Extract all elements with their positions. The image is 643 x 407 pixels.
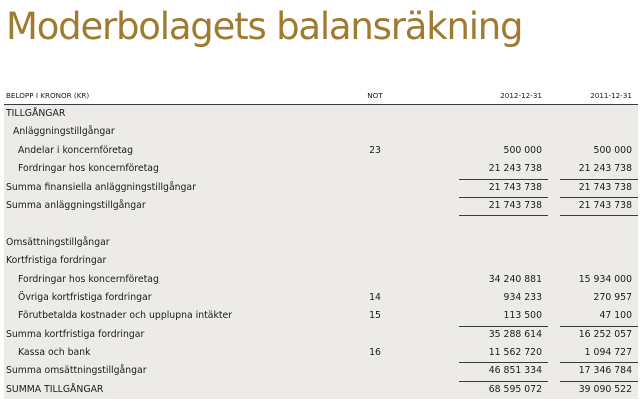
row-forutbetalda (4, 307, 638, 325)
row-spacer (4, 215, 638, 233)
row-label: Kassa och bank (18, 347, 91, 359)
row-label: Anläggningstillgångar (13, 126, 115, 138)
row-label: SUMMA TILLGÅNGAR (6, 383, 104, 395)
row-label: Förutbetalda kostnader och upplupna intäkter (18, 310, 233, 322)
row-value-2011: 17 346 784 (578, 365, 632, 377)
row-label: TILLGÅNGAR (6, 108, 66, 119)
row-note: 16 (369, 347, 381, 359)
table-header (4, 86, 638, 105)
row-value-2012: 934 233 (503, 291, 542, 303)
row-value-2011: 1 094 727 (584, 347, 632, 359)
row-andelar-koncernforetag (4, 142, 638, 160)
row-label: Övriga kortfristiga fordringar (18, 291, 152, 303)
row-label: Omsättningstillgångar (6, 236, 110, 248)
row-value-2012: 34 240 881 (488, 273, 542, 285)
row-value-2012: 21 243 738 (488, 163, 542, 175)
header-col-2011: 2011-12-31 (590, 91, 632, 100)
row-tillgangar (4, 105, 638, 123)
row-label: Summa finansiella anläggningstillgångar (6, 181, 196, 193)
row-label: Andelar i koncernföretag (18, 144, 134, 156)
row-value-2012: 11 562 720 (488, 347, 542, 359)
sum-rule (560, 215, 638, 216)
row-label: Summa kortfristiga fordringar (6, 328, 145, 340)
row-omsattningstillgangar (4, 234, 638, 252)
row-label: Kortfristiga fordringar (6, 255, 107, 267)
row-value-2012: 21 743 738 (488, 181, 542, 193)
row-summa-kortfristiga (4, 326, 638, 344)
row-ovriga-kortfristiga (4, 289, 638, 307)
row-label: Fordringar hos koncernföretag (18, 273, 159, 285)
row-kortfristiga-fordringar (4, 252, 638, 270)
row-note: 15 (369, 310, 381, 322)
row-label: Fordringar hos koncernföretag (18, 163, 159, 175)
header-label: BELOPP I KRONOR (KR) (6, 91, 90, 100)
row-value-2011: 500 000 (593, 144, 632, 156)
row-value-2012: 46 851 334 (488, 365, 542, 377)
row-kassa-bank (4, 344, 638, 362)
row-value-2011: 270 957 (593, 291, 632, 303)
row-value-2011: 39 090 522 (578, 383, 632, 395)
row-note: 23 (369, 144, 381, 156)
row-value-2012: 113 500 (503, 310, 542, 322)
header-note: NOT (367, 91, 383, 100)
row-value-2011: 21 743 738 (578, 199, 632, 211)
row-summa-finansiella (4, 179, 638, 197)
row-value-2011: 16 252 057 (578, 328, 632, 340)
row-summa-tillgangar (4, 381, 638, 399)
row-value-2011: 21 743 738 (578, 181, 632, 193)
row-value-2011: 47 100 (599, 310, 632, 322)
row-fordringar-koncernforetag (4, 160, 638, 178)
row-note: 14 (369, 291, 381, 303)
sum-rule (459, 215, 548, 216)
row-value-2012: 68 595 072 (488, 383, 542, 395)
row-anlaggningstillgangar (4, 123, 638, 141)
page-title: Moderbolagets balansräkning (6, 5, 523, 48)
row-label: Summa anläggningstillgångar (6, 199, 146, 211)
row-summa-anlaggning (4, 197, 638, 215)
row-fordringar-koncernforetag-2 (4, 271, 638, 289)
row-summa-omsattning (4, 362, 638, 380)
row-value-2011: 21 243 738 (578, 163, 632, 175)
row-value-2012: 21 743 738 (488, 199, 542, 211)
balance-sheet-table (4, 86, 638, 399)
row-value-2011: 15 934 000 (578, 273, 632, 285)
row-label: Summa omsättningstillgångar (6, 365, 147, 377)
row-value-2012: 500 000 (503, 144, 542, 156)
row-value-2012: 35 288 614 (488, 328, 542, 340)
header-col-2012: 2012-12-31 (500, 91, 542, 100)
